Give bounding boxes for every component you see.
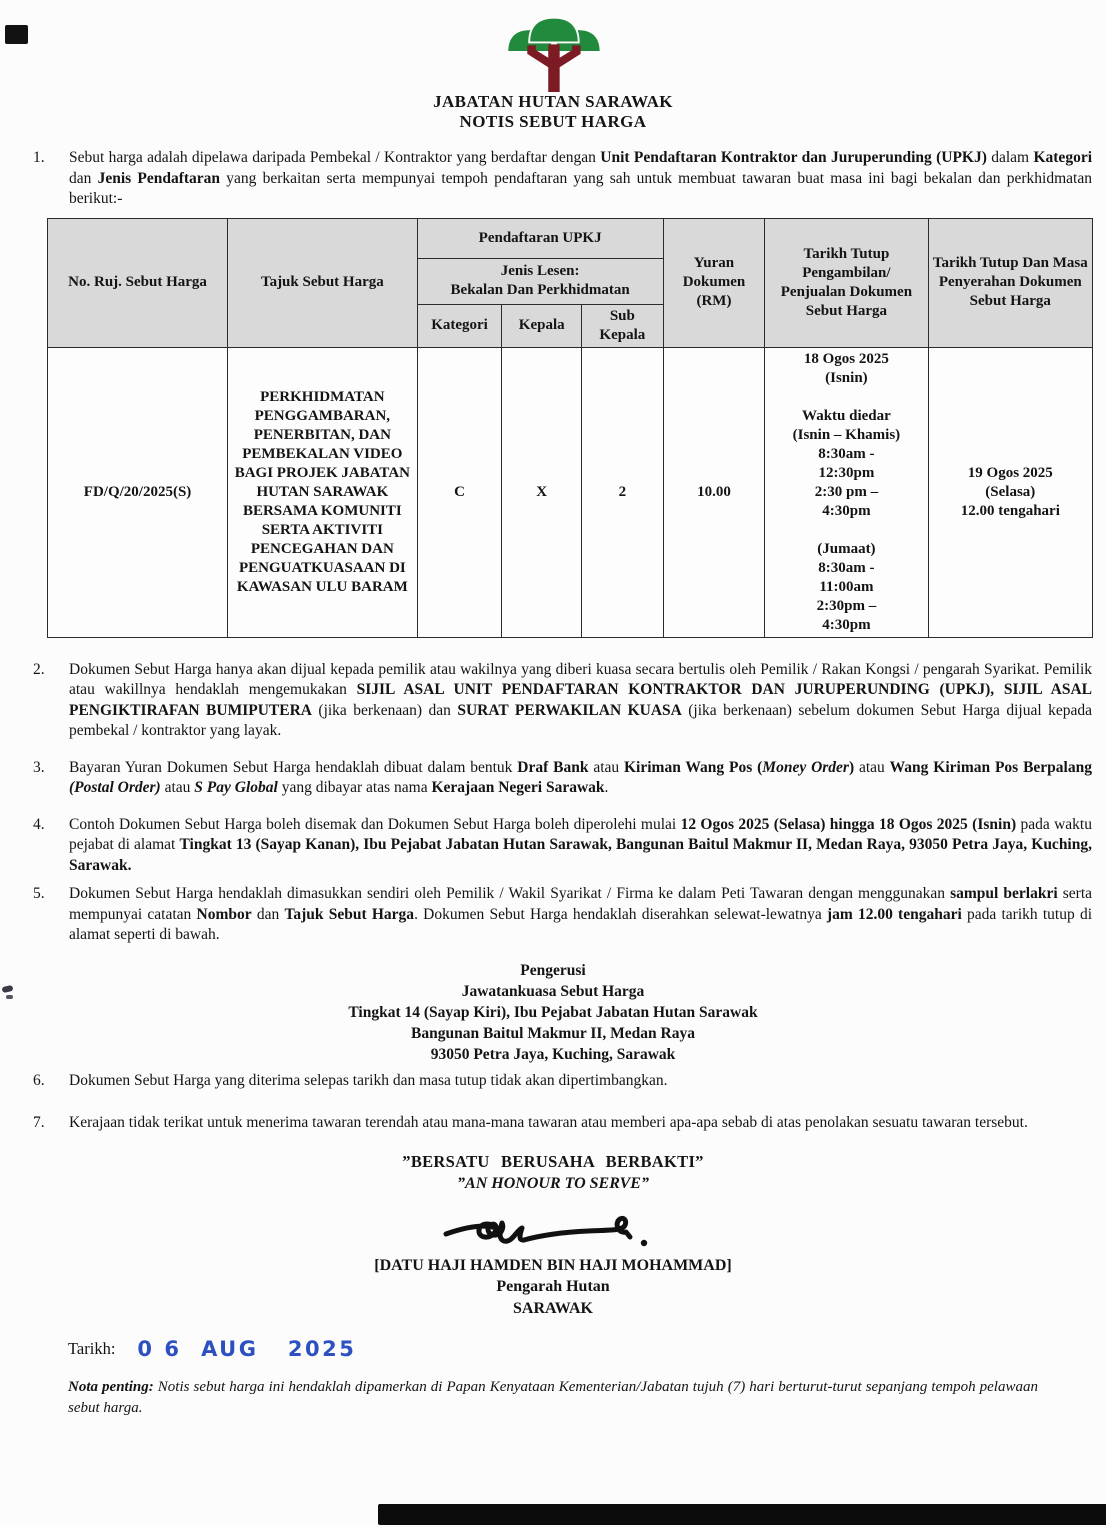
list-item-2 bbox=[0, 660, 1106, 742]
date-stamp: 0 6 AUG 2025 bbox=[137, 1337, 357, 1361]
signatory-block bbox=[0, 1255, 1106, 1320]
signatory-region: SARAWAK bbox=[512, 1299, 593, 1317]
item-text: Bayaran Yuran Dokumen Sebut Harga hendaklah dibuat dalam bentuk Draf Bank atau Kiriman Wang Pos (Money Order) atau Wang Kiriman Pos Berpalang (Postal Order) atau S Pay Global yang dibayar atas nama Kerajaan Negeri Sarawak. bbox=[69, 758, 1092, 796]
col-header-kategori: Kategori bbox=[417, 304, 502, 347]
signature bbox=[0, 1201, 1106, 1255]
sarawak-forest-tree-logo-icon bbox=[505, 12, 601, 92]
header bbox=[0, 0, 1106, 92]
list-item-1 bbox=[0, 148, 1106, 210]
important-note bbox=[68, 1377, 1038, 1419]
col-header-tajuk: Tajuk Sebut Harga bbox=[228, 218, 418, 347]
item-text: Kerajaan tidak terikat untuk menerima tawaran terendah atau mana-mana tawaran atau memberi apa-apa sebab di atas penolakan sesuatu tawaran tersebut. bbox=[69, 1114, 1028, 1131]
signatory-title: Pengarah Hutan bbox=[496, 1278, 610, 1295]
date-label: Tarikh: bbox=[68, 1339, 116, 1358]
handwritten-signature-icon bbox=[438, 1201, 668, 1255]
cell-yuran: 10.00 bbox=[663, 347, 765, 637]
note-label: Nota penting: bbox=[68, 1379, 154, 1395]
item-text: Dokumen Sebut Harga hendaklah dimasukkan sendiri oleh Pemilik / Wakil Syarikat / Firma ke dalam Peti Tawaran dengan menggunakan sampul berlakri serta mempunyai catatan Nombor dan Tajuk Sebut Harga. Dokumen Sebut Harga hendaklah diserahkan selewat-lewatnya jam 12.00 tengahari pada tarikh tutup di alamat seperti di bawah. bbox=[69, 885, 1093, 943]
item-text: Contoh Dokumen Sebut Harga boleh disemak dan Dokumen Sebut Harga boleh diperolehi mulai 12 Ogos 2025 (Selasa) hingga 18 Ogos 2025 (Isnin) pada waktu pejabat di alamat Tingkat 13 (Sayap Kanan), Ibu Pejabat Jabatan Hutan Sarawak, Bangunan Baitul Makmur II, Medan Raya, 93050 Petra Jaya, Kuching, Sarawak. bbox=[69, 815, 1092, 874]
item-number: 5. bbox=[33, 885, 45, 902]
item-text: Sebut harga adalah dipelawa daripada Pembekal / Kontraktor yang berdaftar dengan Unit Pendaftaran Kontraktor dan Juruperunding (UPKJ) dalam Kategori dan Jenis Pendaftaran yang berkaitan serta mempunyai tempoh pendaftaran yang sah untuk membuat tawaran buat masa ini bagi bekalan dan perkhidmatan berikut:- bbox=[69, 149, 1093, 207]
item-number: 2. bbox=[33, 660, 45, 678]
list-item-7 bbox=[0, 1113, 1106, 1134]
tender-table bbox=[47, 218, 1093, 638]
item-number: 1. bbox=[33, 149, 45, 166]
cell-tarikh-pengambilan: 18 Ogos 2025 (Isnin) Waktu diedar (Isnin – Khamis) 8:30am - 12:30pm 2:30 pm – 4:30pm (Jumaat) 8:30am - 11:00am 2:30pm – 4:30pm bbox=[765, 347, 928, 637]
date-row bbox=[68, 1337, 1106, 1361]
cell-sub-kepala: 2 bbox=[581, 347, 663, 637]
scan-artifact-left-edge-2 bbox=[6, 995, 13, 999]
document-title-line2: NOTIS SEBUT HARGA bbox=[459, 112, 647, 131]
motto-english: ”AN HONOUR TO SERVE” bbox=[457, 1174, 649, 1192]
col-header-yuran: Yuran Dokumen (RM) bbox=[663, 218, 765, 347]
item-number: 3. bbox=[33, 758, 45, 776]
item-text: Dokumen Sebut Harga yang diterima selepas tarikh dan masa tutup tidak akan dipertimbangkan. bbox=[69, 1071, 668, 1089]
col-header-no-ruj: No. Ruj. Sebut Harga bbox=[48, 218, 228, 347]
list-item-3 bbox=[0, 758, 1106, 799]
signatory-name: [DATU HAJI HAMDEN BIN HAJI MOHAMMAD] bbox=[374, 1256, 732, 1274]
motto-malay: ”BERSATU BERUSAHA BERBAKTI” bbox=[402, 1151, 704, 1171]
scan-artifact-bottom-bar bbox=[378, 1504, 1106, 1525]
list-item-5 bbox=[0, 884, 1106, 946]
jenis-lesen-line1: Jenis Lesen: bbox=[500, 263, 580, 279]
item-text: Dokumen Sebut Harga hanya akan dijual kepada pemilik atau wakilnya yang diberi kuasa secara bertulis oleh Pemilik / Rakan Kongsi / pengarah Syarikat. Pemilik atau wakillnya hendaklah mengemukakan SIJIL ASAL UNIT PENDAFTARAN KONTRAKTOR DAN JURUPERUNDING (UPKJ), SIJIL ASAL PENGIKTIRAFAN BUMIPUTERA (jika berkenaan) dan SURAT PERWAKILAN KUASA (jika berkenaan) sebelum dokumen Sebut Harga dijual kepada pembekal / kontraktor yang layak. bbox=[69, 660, 1092, 739]
cell-kategori: C bbox=[417, 347, 502, 637]
list-item-4 bbox=[0, 815, 1106, 877]
jenis-lesen-line2: Bekalan Dan Perkhidmatan bbox=[450, 282, 630, 298]
col-header-kepala: Kepala bbox=[502, 304, 582, 347]
item-number: 7. bbox=[33, 1114, 45, 1131]
note-text: Notis sebut harga ini hendaklah dipamerkan di Papan Kenyataan Kementerian/Jabatan tujuh (7) hari berturut-turut sepanjang tempoh pelawaan sebut harga. bbox=[68, 1379, 1038, 1416]
col-header-jenis-lesen bbox=[417, 258, 663, 304]
col-header-tarikh-pengambilan: Tarikh Tutup Pengambilan/ Penjualan Dokumen Sebut Harga bbox=[765, 218, 928, 347]
col-header-pendaftaran-upkj: Pendaftaran UPKJ bbox=[417, 218, 663, 258]
col-header-tarikh-penyerahan: Tarikh Tutup Dan Masa Penyerahan Dokumen Sebut Harga bbox=[928, 218, 1092, 347]
scan-artifact-top-left bbox=[5, 25, 28, 44]
list-item-6 bbox=[0, 1071, 1106, 1092]
address-block: Pengerusi Jawatankuasa Sebut Harga Tingkat 14 (Sayap Kiri), Ibu Pejabat Jabatan Hutan Sarawak Bangunan Baitul Makmur II, Medan Raya 93050 Petra Jaya, Kuching, Sarawak bbox=[348, 961, 758, 1063]
item-number: 4. bbox=[33, 815, 45, 833]
cell-no-ruj: FD/Q/20/2025(S) bbox=[48, 347, 228, 637]
cell-tarikh-penyerahan: 19 Ogos 2025 (Selasa) 12.00 tengahari bbox=[928, 347, 1092, 637]
col-header-sub-kepala: Sub Kepala bbox=[581, 304, 663, 347]
item-number: 6. bbox=[33, 1071, 45, 1089]
cell-tajuk: PERKHIDMATAN PENGGAMBARAN, PENERBITAN, DAN PEMBEKALAN VIDEO BAGI PROJEK JABATAN HUTAN SARAWAK BERSAMA KOMUNITI SERTA AKTIVITI PENCEGAHAN DAN PENGUATKUASAAN DI KAWASAN ULU BARAM bbox=[228, 347, 418, 637]
cell-kepala: X bbox=[502, 347, 582, 637]
document-title-line1: JABATAN HUTAN SARAWAK bbox=[433, 92, 673, 111]
